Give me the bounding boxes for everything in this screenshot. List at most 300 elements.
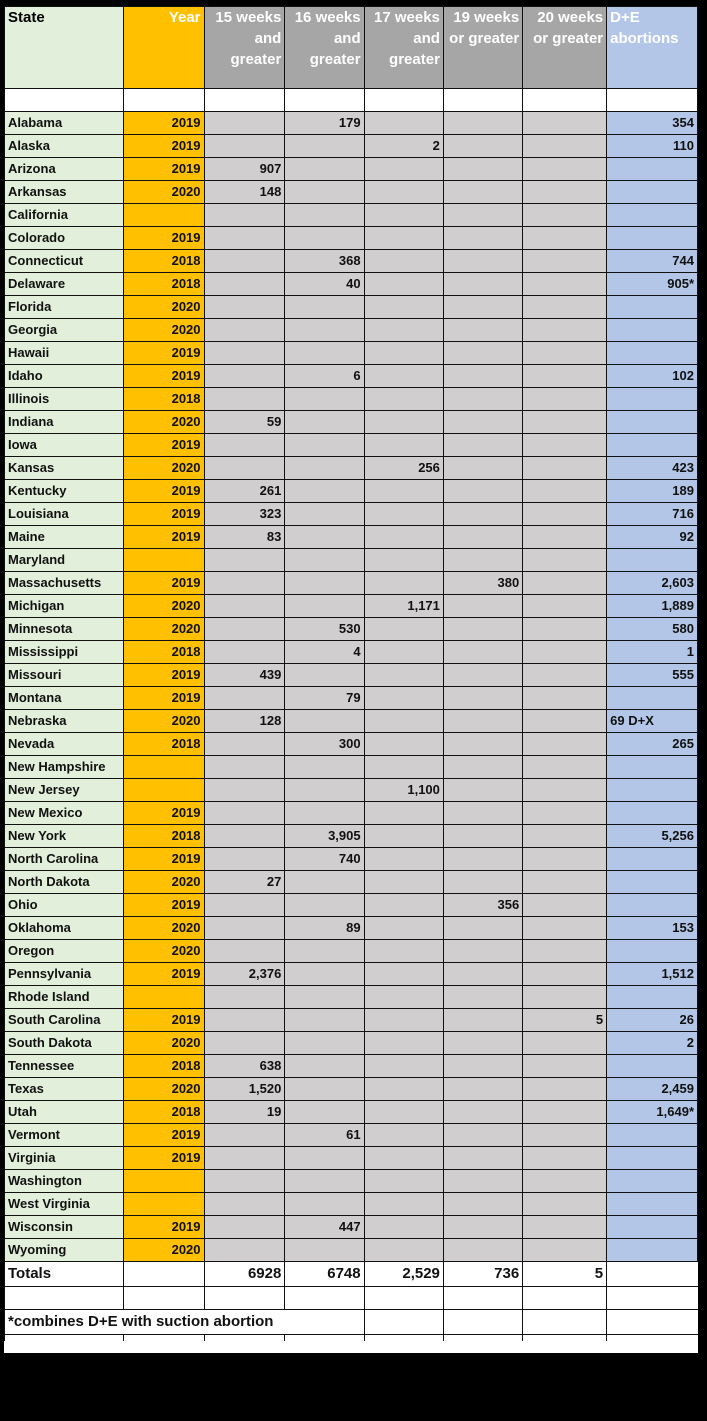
weeks-19-cell[interactable] — [443, 112, 522, 135]
cell[interactable] — [364, 1287, 443, 1310]
state-cell[interactable]: California — [5, 204, 124, 227]
weeks-19-cell[interactable] — [443, 1124, 522, 1147]
cell[interactable] — [204, 1287, 285, 1310]
weeks-15-cell[interactable] — [204, 1170, 285, 1193]
weeks-20-cell[interactable] — [523, 549, 607, 572]
state-cell[interactable]: Vermont — [5, 1124, 124, 1147]
de-abortions-cell[interactable] — [607, 434, 698, 457]
weeks-15-cell[interactable]: 323 — [204, 503, 285, 526]
weeks-16-cell[interactable]: 40 — [285, 273, 364, 296]
weeks-20-cell[interactable] — [523, 756, 607, 779]
weeks-17-cell[interactable] — [364, 641, 443, 664]
weeks-19-cell[interactable] — [443, 273, 522, 296]
year-cell[interactable]: 2019 — [123, 1216, 204, 1239]
weeks-19-cell[interactable] — [443, 135, 522, 158]
weeks-19-cell[interactable] — [443, 1101, 522, 1124]
weeks-20-cell[interactable] — [523, 572, 607, 595]
weeks-20-cell[interactable] — [523, 802, 607, 825]
weeks-15-cell[interactable] — [204, 250, 285, 273]
year-cell[interactable]: 2019 — [123, 503, 204, 526]
weeks-15-cell[interactable] — [204, 1239, 285, 1262]
state-cell[interactable]: New Hampshire — [5, 756, 124, 779]
weeks-16-cell[interactable] — [285, 342, 364, 365]
year-cell[interactable]: 2020 — [123, 940, 204, 963]
weeks-17-cell[interactable] — [364, 963, 443, 986]
weeks-15-cell[interactable] — [204, 388, 285, 411]
weeks-19-cell[interactable] — [443, 1216, 522, 1239]
weeks-16-cell[interactable]: 61 — [285, 1124, 364, 1147]
state-cell[interactable]: North Carolina — [5, 848, 124, 871]
weeks-20-cell[interactable] — [523, 940, 607, 963]
weeks-20-cell[interactable] — [523, 710, 607, 733]
weeks-19-cell[interactable] — [443, 618, 522, 641]
year-cell[interactable]: 2019 — [123, 365, 204, 388]
weeks-20-cell[interactable] — [523, 1055, 607, 1078]
weeks-16-cell[interactable] — [285, 1055, 364, 1078]
weeks-19-cell[interactable] — [443, 250, 522, 273]
de-abortions-cell[interactable] — [607, 1216, 698, 1239]
weeks-19-cell[interactable] — [443, 595, 522, 618]
weeks-17-cell[interactable] — [364, 848, 443, 871]
year-cell[interactable]: 2020 — [123, 181, 204, 204]
footnote-text[interactable]: *combines D+E with suction abortion — [5, 1310, 285, 1335]
weeks-20-cell[interactable] — [523, 342, 607, 365]
weeks-20-cell[interactable] — [523, 1124, 607, 1147]
weeks-15-cell[interactable] — [204, 342, 285, 365]
weeks-17-cell[interactable] — [364, 204, 443, 227]
de-abortions-cell[interactable]: 102 — [607, 365, 698, 388]
weeks-15-cell[interactable]: 638 — [204, 1055, 285, 1078]
year-cell[interactable]: 2018 — [123, 1055, 204, 1078]
weeks-20-cell[interactable] — [523, 227, 607, 250]
year-cell[interactable]: 2020 — [123, 1239, 204, 1262]
weeks-16-cell[interactable]: 3,905 — [285, 825, 364, 848]
year-cell[interactable]: 2019 — [123, 1147, 204, 1170]
weeks-20-cell[interactable] — [523, 664, 607, 687]
state-cell[interactable]: Oregon — [5, 940, 124, 963]
state-cell[interactable]: New Jersey — [5, 779, 124, 802]
weeks-16-cell[interactable] — [285, 595, 364, 618]
weeks-17-cell[interactable]: 2 — [364, 135, 443, 158]
weeks-16-cell[interactable] — [285, 1078, 364, 1101]
state-cell[interactable]: Pennsylvania — [5, 963, 124, 986]
weeks-17-cell[interactable] — [364, 940, 443, 963]
year-cell[interactable] — [123, 549, 204, 572]
weeks-16-cell[interactable] — [285, 986, 364, 1009]
weeks-17-cell[interactable] — [364, 319, 443, 342]
weeks-20-cell[interactable] — [523, 1147, 607, 1170]
weeks-15-cell[interactable] — [204, 549, 285, 572]
year-cell[interactable]: 2020 — [123, 411, 204, 434]
state-cell[interactable]: Minnesota — [5, 618, 124, 641]
weeks-15-cell[interactable] — [204, 273, 285, 296]
weeks-20-cell[interactable] — [523, 1193, 607, 1216]
cell[interactable] — [523, 1310, 607, 1335]
weeks-15-cell[interactable] — [204, 779, 285, 802]
state-cell[interactable]: Arizona — [5, 158, 124, 181]
weeks-20-cell[interactable] — [523, 1216, 607, 1239]
weeks-19-cell[interactable] — [443, 940, 522, 963]
de-abortions-cell[interactable] — [607, 181, 698, 204]
year-cell[interactable]: 2018 — [123, 641, 204, 664]
weeks-20-cell[interactable] — [523, 204, 607, 227]
header-19-weeks[interactable]: 19 weeks or greater — [443, 7, 522, 89]
de-abortions-cell[interactable] — [607, 848, 698, 871]
weeks-19-cell[interactable] — [443, 204, 522, 227]
weeks-15-cell[interactable] — [204, 1147, 285, 1170]
state-cell[interactable]: Maine — [5, 526, 124, 549]
weeks-16-cell[interactable] — [285, 227, 364, 250]
weeks-16-cell[interactable] — [285, 802, 364, 825]
weeks-19-cell[interactable] — [443, 158, 522, 181]
year-cell[interactable]: 2020 — [123, 457, 204, 480]
weeks-20-cell[interactable] — [523, 480, 607, 503]
de-abortions-cell[interactable] — [607, 388, 698, 411]
weeks-20-cell[interactable] — [523, 825, 607, 848]
weeks-17-cell[interactable] — [364, 825, 443, 848]
state-cell[interactable]: Colorado — [5, 227, 124, 250]
weeks-15-cell[interactable] — [204, 204, 285, 227]
de-abortions-cell[interactable]: 2,603 — [607, 572, 698, 595]
weeks-20-cell[interactable] — [523, 986, 607, 1009]
state-cell[interactable]: Kansas — [5, 457, 124, 480]
year-cell[interactable]: 2019 — [123, 687, 204, 710]
weeks-19-cell[interactable] — [443, 641, 522, 664]
weeks-17-cell[interactable] — [364, 1216, 443, 1239]
de-abortions-cell[interactable] — [607, 986, 698, 1009]
weeks-17-cell[interactable] — [364, 1078, 443, 1101]
weeks-17-cell[interactable] — [364, 158, 443, 181]
weeks-17-cell[interactable] — [364, 1147, 443, 1170]
state-cell[interactable]: North Dakota — [5, 871, 124, 894]
weeks-16-cell[interactable] — [285, 664, 364, 687]
weeks-17-cell[interactable] — [364, 388, 443, 411]
year-cell[interactable] — [123, 1193, 204, 1216]
weeks-16-cell[interactable]: 368 — [285, 250, 364, 273]
cell[interactable] — [364, 1310, 443, 1335]
de-abortions-cell[interactable] — [607, 411, 698, 434]
weeks-17-cell[interactable] — [364, 250, 443, 273]
weeks-19-cell[interactable]: 356 — [443, 894, 522, 917]
weeks-19-cell[interactable] — [443, 848, 522, 871]
weeks-20-cell[interactable] — [523, 112, 607, 135]
year-cell[interactable] — [123, 986, 204, 1009]
de-abortions-cell[interactable] — [607, 1170, 698, 1193]
year-cell[interactable]: 2018 — [123, 733, 204, 756]
weeks-20-cell[interactable] — [523, 1239, 607, 1262]
weeks-19-cell[interactable] — [443, 1078, 522, 1101]
weeks-17-cell[interactable] — [364, 549, 443, 572]
state-cell[interactable]: Texas — [5, 1078, 124, 1101]
de-abortions-cell[interactable] — [607, 1055, 698, 1078]
year-cell[interactable]: 2019 — [123, 526, 204, 549]
weeks-17-cell[interactable] — [364, 871, 443, 894]
weeks-17-cell[interactable] — [364, 411, 443, 434]
weeks-16-cell[interactable] — [285, 319, 364, 342]
de-abortions-cell[interactable]: 26 — [607, 1009, 698, 1032]
weeks-20-cell[interactable] — [523, 526, 607, 549]
weeks-17-cell[interactable] — [364, 342, 443, 365]
year-cell[interactable]: 2019 — [123, 664, 204, 687]
state-cell[interactable]: Louisiana — [5, 503, 124, 526]
weeks-15-cell[interactable] — [204, 365, 285, 388]
weeks-19-cell[interactable] — [443, 1170, 522, 1193]
de-abortions-cell[interactable] — [607, 802, 698, 825]
weeks-16-cell[interactable] — [285, 1032, 364, 1055]
weeks-15-cell[interactable]: 2,376 — [204, 963, 285, 986]
weeks-16-cell[interactable]: 740 — [285, 848, 364, 871]
de-abortions-cell[interactable]: 5,256 — [607, 825, 698, 848]
weeks-15-cell[interactable] — [204, 595, 285, 618]
state-cell[interactable]: Alabama — [5, 112, 124, 135]
totals-16-weeks[interactable]: 6748 — [285, 1262, 364, 1287]
weeks-19-cell[interactable] — [443, 1032, 522, 1055]
year-cell[interactable]: 2018 — [123, 250, 204, 273]
weeks-20-cell[interactable] — [523, 687, 607, 710]
weeks-19-cell[interactable] — [443, 342, 522, 365]
weeks-19-cell[interactable] — [443, 434, 522, 457]
weeks-19-cell[interactable] — [443, 1147, 522, 1170]
weeks-15-cell[interactable] — [204, 296, 285, 319]
weeks-15-cell[interactable] — [204, 641, 285, 664]
weeks-16-cell[interactable] — [285, 526, 364, 549]
de-abortions-cell[interactable] — [607, 1193, 698, 1216]
state-cell[interactable]: Missouri — [5, 664, 124, 687]
weeks-15-cell[interactable] — [204, 986, 285, 1009]
de-abortions-cell[interactable]: 2,459 — [607, 1078, 698, 1101]
de-abortions-cell[interactable]: 92 — [607, 526, 698, 549]
state-cell[interactable]: Oklahoma — [5, 917, 124, 940]
cell[interactable] — [204, 89, 285, 112]
weeks-16-cell[interactable]: 447 — [285, 1216, 364, 1239]
state-cell[interactable]: Montana — [5, 687, 124, 710]
cell[interactable] — [123, 89, 204, 112]
header-state[interactable]: State — [5, 7, 124, 89]
de-abortions-cell[interactable]: 1,649* — [607, 1101, 698, 1124]
state-cell[interactable]: Massachusetts — [5, 572, 124, 595]
de-abortions-cell[interactable] — [607, 871, 698, 894]
weeks-15-cell[interactable] — [204, 1124, 285, 1147]
weeks-16-cell[interactable] — [285, 135, 364, 158]
weeks-17-cell[interactable] — [364, 296, 443, 319]
weeks-16-cell[interactable] — [285, 411, 364, 434]
weeks-16-cell[interactable] — [285, 204, 364, 227]
weeks-17-cell[interactable] — [364, 1032, 443, 1055]
de-abortions-cell[interactable]: 555 — [607, 664, 698, 687]
cell[interactable] — [443, 1287, 522, 1310]
year-cell[interactable]: 2019 — [123, 158, 204, 181]
weeks-19-cell[interactable] — [443, 1055, 522, 1078]
weeks-15-cell[interactable]: 148 — [204, 181, 285, 204]
weeks-19-cell[interactable] — [443, 687, 522, 710]
weeks-15-cell[interactable] — [204, 917, 285, 940]
weeks-17-cell[interactable] — [364, 618, 443, 641]
weeks-17-cell[interactable] — [364, 1239, 443, 1262]
de-abortions-cell[interactable]: 153 — [607, 917, 698, 940]
weeks-20-cell[interactable] — [523, 365, 607, 388]
weeks-16-cell[interactable]: 4 — [285, 641, 364, 664]
weeks-19-cell[interactable] — [443, 526, 522, 549]
weeks-19-cell[interactable] — [443, 756, 522, 779]
totals-17-weeks[interactable]: 2,529 — [364, 1262, 443, 1287]
weeks-16-cell[interactable] — [285, 388, 364, 411]
weeks-16-cell[interactable]: 89 — [285, 917, 364, 940]
totals-19-weeks[interactable]: 736 — [443, 1262, 522, 1287]
year-cell[interactable]: 2020 — [123, 296, 204, 319]
state-cell[interactable]: Nebraska — [5, 710, 124, 733]
state-cell[interactable]: Ohio — [5, 894, 124, 917]
weeks-17-cell[interactable] — [364, 687, 443, 710]
cell[interactable] — [523, 1287, 607, 1310]
weeks-16-cell[interactable]: 79 — [285, 687, 364, 710]
weeks-17-cell[interactable] — [364, 227, 443, 250]
weeks-17-cell[interactable] — [364, 802, 443, 825]
weeks-20-cell[interactable] — [523, 1170, 607, 1193]
year-cell[interactable]: 2018 — [123, 1101, 204, 1124]
weeks-15-cell[interactable] — [204, 733, 285, 756]
year-cell[interactable]: 2019 — [123, 802, 204, 825]
weeks-20-cell[interactable] — [523, 871, 607, 894]
weeks-20-cell[interactable] — [523, 894, 607, 917]
weeks-19-cell[interactable] — [443, 296, 522, 319]
cell[interactable] — [285, 1287, 364, 1310]
weeks-20-cell[interactable] — [523, 917, 607, 940]
weeks-17-cell[interactable] — [364, 733, 443, 756]
weeks-20-cell[interactable] — [523, 595, 607, 618]
weeks-15-cell[interactable] — [204, 135, 285, 158]
cell[interactable] — [123, 1287, 204, 1310]
weeks-15-cell[interactable] — [204, 1216, 285, 1239]
weeks-19-cell[interactable] — [443, 1009, 522, 1032]
state-cell[interactable]: Maryland — [5, 549, 124, 572]
weeks-16-cell[interactable] — [285, 940, 364, 963]
year-cell[interactable] — [123, 204, 204, 227]
state-cell[interactable]: Connecticut — [5, 250, 124, 273]
weeks-17-cell[interactable]: 256 — [364, 457, 443, 480]
de-abortions-cell[interactable]: 1 — [607, 641, 698, 664]
weeks-17-cell[interactable] — [364, 917, 443, 940]
cell[interactable] — [443, 1310, 522, 1335]
weeks-15-cell[interactable] — [204, 1193, 285, 1216]
state-cell[interactable]: Idaho — [5, 365, 124, 388]
weeks-20-cell[interactable]: 5 — [523, 1009, 607, 1032]
weeks-19-cell[interactable] — [443, 480, 522, 503]
header-16-weeks[interactable]: 16 weeks and greater — [285, 7, 364, 89]
state-cell[interactable]: West Virginia — [5, 1193, 124, 1216]
cell[interactable] — [5, 89, 124, 112]
weeks-17-cell[interactable] — [364, 756, 443, 779]
year-cell[interactable]: 2019 — [123, 342, 204, 365]
weeks-17-cell[interactable] — [364, 1170, 443, 1193]
year-cell[interactable] — [123, 756, 204, 779]
weeks-16-cell[interactable] — [285, 503, 364, 526]
weeks-15-cell[interactable] — [204, 940, 285, 963]
cell[interactable] — [607, 1310, 698, 1335]
header-de-abortions[interactable]: D+E abortions — [607, 7, 698, 89]
weeks-20-cell[interactable] — [523, 1078, 607, 1101]
weeks-17-cell[interactable] — [364, 986, 443, 1009]
weeks-20-cell[interactable] — [523, 848, 607, 871]
de-abortions-cell[interactable] — [607, 894, 698, 917]
year-cell[interactable]: 2020 — [123, 710, 204, 733]
state-cell[interactable]: Wyoming — [5, 1239, 124, 1262]
de-abortions-cell[interactable]: 580 — [607, 618, 698, 641]
year-cell[interactable]: 2020 — [123, 1032, 204, 1055]
cell[interactable] — [364, 89, 443, 112]
weeks-15-cell[interactable] — [204, 319, 285, 342]
weeks-17-cell[interactable] — [364, 894, 443, 917]
de-abortions-cell[interactable]: 905* — [607, 273, 698, 296]
weeks-19-cell[interactable] — [443, 779, 522, 802]
weeks-15-cell[interactable] — [204, 687, 285, 710]
state-cell[interactable]: Delaware — [5, 273, 124, 296]
weeks-16-cell[interactable] — [285, 871, 364, 894]
weeks-20-cell[interactable] — [523, 158, 607, 181]
de-abortions-cell[interactable] — [607, 204, 698, 227]
cell[interactable] — [523, 89, 607, 112]
year-cell[interactable]: 2020 — [123, 871, 204, 894]
de-abortions-cell[interactable]: 716 — [607, 503, 698, 526]
weeks-17-cell[interactable] — [364, 480, 443, 503]
weeks-15-cell[interactable]: 27 — [204, 871, 285, 894]
weeks-15-cell[interactable]: 261 — [204, 480, 285, 503]
state-cell[interactable]: New York — [5, 825, 124, 848]
de-abortions-cell[interactable]: 69 D+X — [607, 710, 698, 733]
year-cell[interactable]: 2019 — [123, 894, 204, 917]
weeks-15-cell[interactable] — [204, 802, 285, 825]
year-cell[interactable] — [123, 779, 204, 802]
weeks-17-cell[interactable] — [364, 503, 443, 526]
state-cell[interactable]: South Dakota — [5, 1032, 124, 1055]
header-17-weeks[interactable]: 17 weeks and greater — [364, 7, 443, 89]
weeks-20-cell[interactable] — [523, 1032, 607, 1055]
year-cell[interactable]: 2019 — [123, 963, 204, 986]
de-abortions-cell[interactable] — [607, 549, 698, 572]
weeks-20-cell[interactable] — [523, 296, 607, 319]
state-cell[interactable]: Wisconsin — [5, 1216, 124, 1239]
weeks-19-cell[interactable] — [443, 1239, 522, 1262]
weeks-16-cell[interactable] — [285, 572, 364, 595]
weeks-17-cell[interactable] — [364, 1193, 443, 1216]
weeks-19-cell[interactable] — [443, 549, 522, 572]
header-15-weeks[interactable]: 15 weeks and greater — [204, 7, 285, 89]
year-cell[interactable]: 2019 — [123, 1124, 204, 1147]
state-cell[interactable]: South Carolina — [5, 1009, 124, 1032]
weeks-15-cell[interactable] — [204, 457, 285, 480]
weeks-15-cell[interactable]: 1,520 — [204, 1078, 285, 1101]
de-abortions-cell[interactable] — [607, 779, 698, 802]
year-cell[interactable]: 2020 — [123, 595, 204, 618]
de-abortions-cell[interactable] — [607, 227, 698, 250]
weeks-17-cell[interactable] — [364, 434, 443, 457]
weeks-16-cell[interactable] — [285, 894, 364, 917]
year-cell[interactable]: 2019 — [123, 480, 204, 503]
state-cell[interactable]: Georgia — [5, 319, 124, 342]
weeks-15-cell[interactable]: 83 — [204, 526, 285, 549]
weeks-16-cell[interactable] — [285, 181, 364, 204]
state-cell[interactable]: Hawaii — [5, 342, 124, 365]
state-cell[interactable]: Nevada — [5, 733, 124, 756]
year-cell[interactable]: 2019 — [123, 848, 204, 871]
state-cell[interactable]: Tennessee — [5, 1055, 124, 1078]
weeks-19-cell[interactable] — [443, 733, 522, 756]
year-cell[interactable]: 2020 — [123, 1078, 204, 1101]
weeks-17-cell[interactable] — [364, 572, 443, 595]
totals-20-weeks[interactable]: 5 — [523, 1262, 607, 1287]
state-cell[interactable]: Florida — [5, 296, 124, 319]
weeks-15-cell[interactable]: 907 — [204, 158, 285, 181]
weeks-17-cell[interactable] — [364, 112, 443, 135]
